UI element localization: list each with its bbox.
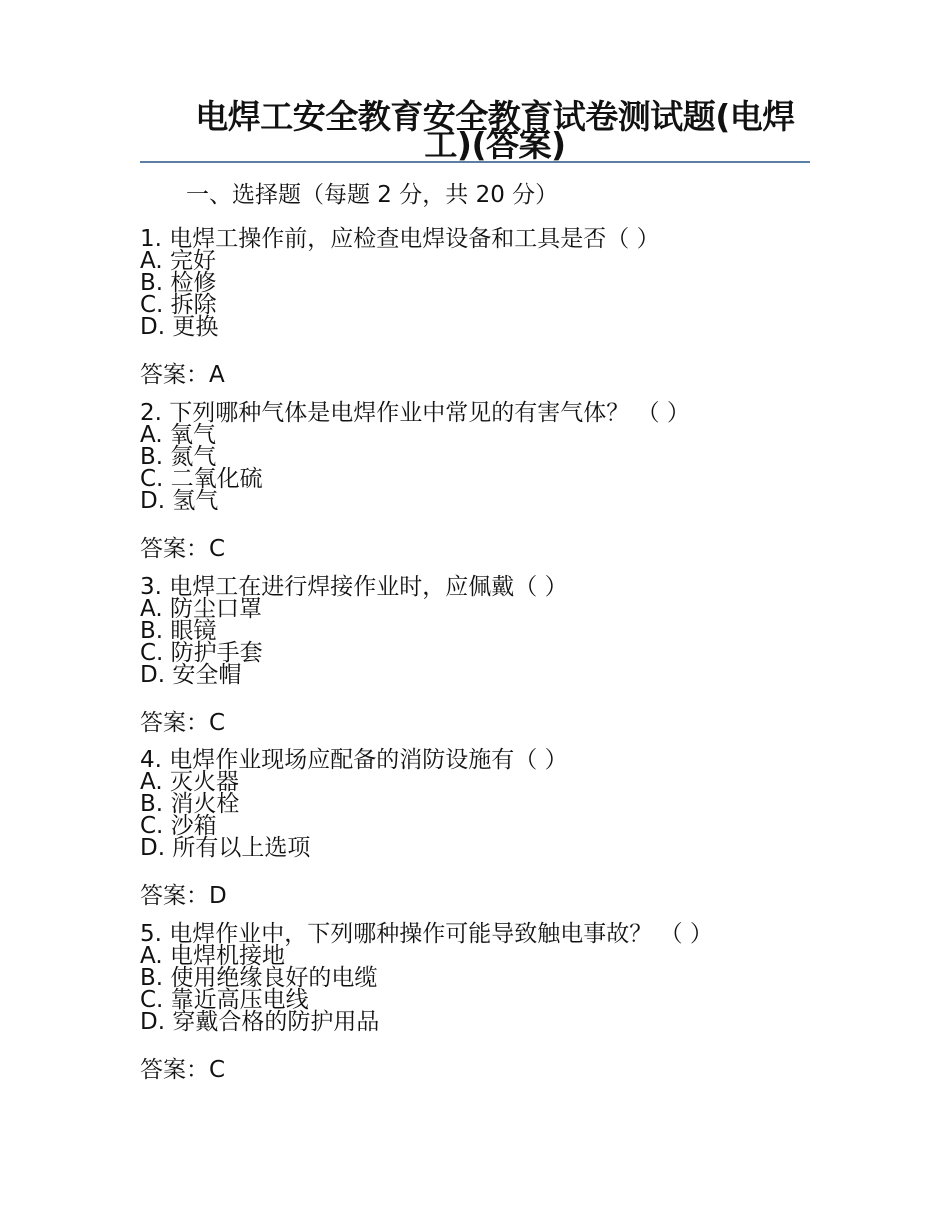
document-title: 电焊工安全教育安全教育试卷测试题(电焊工)(答案) — [195, 97, 795, 164]
question-text: 3. 电焊工在进行焊接作业时，应佩戴（ ） — [140, 574, 568, 600]
option-c: C. 二氧化硫 — [140, 466, 263, 492]
option-a: A. 电焊机接地 — [140, 943, 285, 969]
option-a: A. 完好 — [140, 248, 216, 274]
question-4 — [140, 749, 810, 909]
question-5 — [140, 923, 810, 1083]
answer-text: 答案：C — [140, 536, 226, 562]
option-a: A. 氧气 — [140, 422, 216, 448]
option-d: D. 所有以上选项 — [140, 835, 311, 861]
question-text: 5. 电焊作业中，下列哪种操作可能导致触电事故？ （ ） — [140, 921, 713, 947]
option-c: C. 沙箱 — [140, 813, 217, 839]
title-divider — [140, 161, 810, 163]
answer-text: 答案：C — [140, 1057, 226, 1083]
question-text: 2. 下列哪种气体是电焊作业中常见的有害气体？ （ ） — [140, 400, 690, 426]
option-a: A. 灭火器 — [140, 769, 239, 795]
option-a: A. 防尘口罩 — [140, 596, 262, 622]
answer-text: 答案：D — [140, 883, 227, 909]
question-text: 1. 电焊工操作前，应检查电焊设备和工具是否（ ） — [140, 226, 660, 252]
option-b: B. 氮气 — [140, 444, 217, 470]
option-b: B. 眼镜 — [140, 618, 217, 644]
answer-text: 答案：C — [140, 710, 226, 736]
answer-text: 答案：A — [140, 362, 225, 388]
option-d: D. 安全帽 — [140, 662, 242, 688]
option-b: B. 使用绝缘良好的电缆 — [140, 965, 378, 991]
option-d: D. 氢气 — [140, 488, 219, 514]
option-c: C. 拆除 — [140, 292, 217, 318]
option-b: B. 消火栓 — [140, 791, 240, 817]
option-d: D. 穿戴合格的防护用品 — [140, 1009, 380, 1035]
question-text: 4. 电焊作业现场应配备的消防设施有（ ） — [140, 747, 568, 773]
option-c: C. 防护手套 — [140, 640, 263, 666]
question-3 — [140, 576, 810, 736]
option-d: D. 更换 — [140, 314, 219, 340]
section-heading: 一、选择题（每题 2 分，共 20 分） — [186, 182, 559, 208]
question-2 — [140, 402, 810, 562]
option-c: C. 靠近高压电线 — [140, 987, 309, 1013]
question-1 — [140, 228, 810, 388]
option-b: B. 检修 — [140, 270, 217, 296]
